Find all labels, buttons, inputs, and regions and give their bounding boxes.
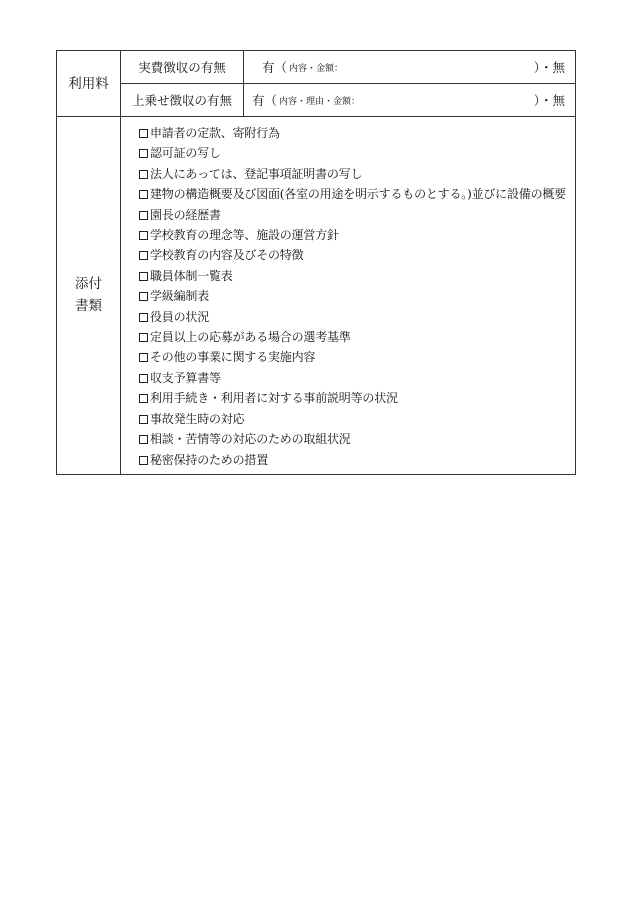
attachment-item-label: 事故発生時の対応 [150, 411, 245, 426]
checkbox-icon[interactable] [139, 435, 148, 444]
attachment-item-label: 学校教育の内容及びその特徴 [150, 248, 304, 263]
extra-charge-no[interactable]: ）・無 [533, 93, 565, 108]
checkbox-icon[interactable] [139, 251, 148, 260]
checkbox-icon[interactable] [139, 415, 148, 424]
attachments-header-line1: 添付 [75, 276, 102, 293]
attachment-item[interactable] [139, 409, 575, 429]
attachment-item[interactable] [139, 123, 575, 143]
attachment-item[interactable] [139, 307, 575, 327]
attachment-item-label: 認可証の写し [150, 146, 221, 161]
attachment-item-label: 法人にあっては、登記事項証明書の写し [150, 166, 363, 181]
attachment-item[interactable] [139, 286, 575, 306]
actual-cost-note: 内容・金額： [289, 63, 344, 74]
application-form-table [56, 50, 576, 475]
actual-cost-yes[interactable]: 有 [262, 60, 275, 75]
checkbox-icon[interactable] [139, 333, 148, 342]
attachment-item[interactable] [139, 450, 575, 470]
attachment-item-label: 建物の構造概要及び図面(各室の用途を明示するものとする。)並びに設備の概要 [150, 187, 566, 202]
attachment-item-label: 申請者の定款、寄附行為 [150, 126, 280, 140]
fee-header-cell [57, 51, 121, 117]
attachment-item-label: 学級編制表 [150, 289, 210, 304]
extra-charge-open-paren: （ [264, 93, 278, 108]
checkbox-icon[interactable] [139, 394, 148, 403]
attachment-item[interactable] [139, 205, 575, 225]
attachment-item[interactable] [139, 429, 575, 449]
attachment-item-label: その他の事業に関する実施内容 [150, 350, 316, 365]
attachment-item-label: 定員以上の応募がある場合の選考基準 [150, 330, 351, 345]
extra-charge-value-cell[interactable] [244, 84, 576, 117]
attachments-header-line2: 書類 [75, 298, 102, 315]
attachment-item[interactable] [139, 225, 575, 245]
fee-header: 利用料 [68, 75, 109, 92]
checkbox-icon[interactable] [139, 190, 148, 199]
extra-charge-label: 上乗せ徴収の有無 [131, 93, 232, 108]
attachment-item-label: 利用手続き・利用者に対する事前説明等の状況 [150, 391, 398, 406]
fee-row-extra-charge [57, 84, 576, 117]
checkbox-icon[interactable] [139, 211, 148, 220]
attachment-item[interactable] [139, 388, 575, 408]
actual-cost-value-cell[interactable] [244, 51, 576, 84]
attachment-item[interactable] [139, 266, 575, 286]
checkbox-icon[interactable] [139, 231, 148, 240]
extra-charge-label-cell [121, 84, 244, 117]
attachment-item[interactable] [139, 245, 575, 265]
attachment-item-label: 園長の経歴書 [150, 207, 221, 222]
attachment-item-label: 相談・苦情等の対応のための取組状況 [150, 432, 351, 447]
extra-charge-yes[interactable]: 有 [252, 93, 265, 108]
extra-charge-note: 内容・理由・金額： [279, 96, 361, 107]
attachment-item-label: 学校教育の理念等、施設の運営方針 [150, 228, 339, 243]
attachments-header-cell [57, 117, 121, 475]
attachment-item[interactable] [139, 327, 575, 347]
attachment-item[interactable] [139, 347, 575, 367]
checkbox-icon[interactable] [139, 272, 148, 281]
checkbox-icon[interactable] [139, 170, 148, 179]
actual-cost-no[interactable]: ）・無 [533, 60, 565, 75]
attachment-item-label: 秘密保持のための措置 [150, 452, 269, 467]
checkbox-icon[interactable] [139, 292, 148, 301]
attachments-list-cell [121, 117, 576, 475]
attachment-item-label: 収支予算書等 [150, 370, 221, 385]
actual-cost-label: 実費徴収の有無 [138, 60, 226, 75]
attachment-item-label: 職員体制一覧表 [150, 268, 233, 283]
checkbox-icon[interactable] [139, 374, 148, 383]
attachment-item[interactable] [139, 184, 575, 204]
checkbox-icon[interactable] [139, 149, 148, 158]
attachment-item-label: 役員の状況 [150, 309, 210, 324]
attachments-row [57, 117, 576, 475]
checkbox-icon[interactable] [139, 129, 148, 138]
checkbox-icon[interactable] [139, 353, 148, 362]
attachment-item[interactable] [139, 143, 575, 163]
actual-cost-open-paren: （ [274, 60, 288, 75]
actual-cost-label-cell [121, 51, 244, 84]
checkbox-icon[interactable] [139, 313, 148, 322]
attachments-list [121, 117, 575, 474]
attachment-item[interactable] [139, 368, 575, 388]
checkbox-icon[interactable] [139, 456, 148, 465]
fee-row-actual-cost [57, 51, 576, 84]
attachment-item[interactable] [139, 164, 575, 184]
